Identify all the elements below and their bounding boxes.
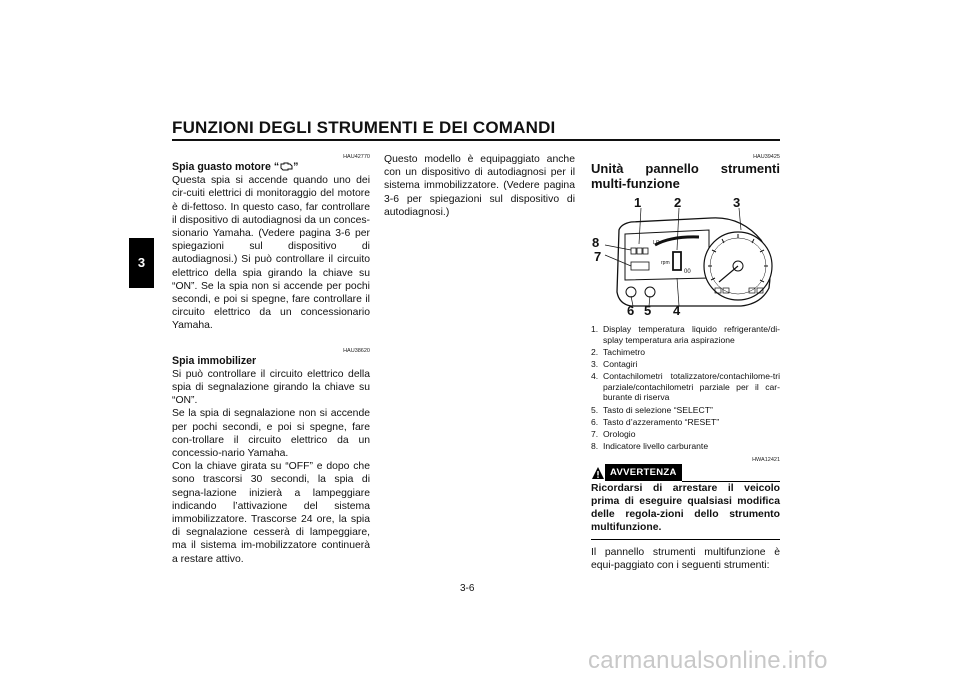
- heading-text: Spia guasto motore “: [172, 161, 280, 173]
- engine-fault-heading: [172, 161, 370, 174]
- instrument-drawing: [591, 200, 780, 318]
- callout-1: 1: [634, 195, 642, 210]
- warning-triangle-icon: [591, 466, 605, 480]
- self-diagnosis-paragraph: Questo modello è equipaggiato anche con un dispositivo di autodiagnosi per il sistema immobilizzatore. (Vedere pagina 3-6 per spiegazioni sul dispositivo di autodiagnosi.): [384, 154, 575, 218]
- callout-7: 7: [594, 249, 602, 264]
- callout-5: 5: [644, 303, 652, 318]
- warning-label: AVVERTENZA: [605, 464, 682, 481]
- middle-column: [384, 153, 575, 219]
- component-list: [591, 324, 780, 452]
- section-code: HAU42770: [343, 154, 370, 160]
- callout-4: 4: [673, 303, 681, 318]
- list-item: 5. Tasto di selezione “SELECT”: [591, 404, 713, 415]
- immobilizer-heading: Spia immobilizer: [172, 354, 257, 367]
- list-item: 8. Indicatore livello carburante: [591, 441, 709, 452]
- page-number: 3-6: [460, 583, 475, 594]
- warning-text: Ricordarsi di arrestare il veicolo prima di eseguire qualsiasi modifica delle regola-zioni dello strumento multifunzione.: [591, 482, 780, 534]
- warning-bottom-rule: [591, 539, 780, 540]
- list-item: 3. Contagiri: [591, 358, 638, 369]
- callout-2: 2: [674, 195, 682, 210]
- instrument-panel-heading: Unità pannello strumenti multi-funzione: [591, 161, 780, 191]
- lcd-rpm-label: rpm: [661, 260, 670, 266]
- watermark: carmanualsonline.info: [588, 647, 828, 674]
- list-item: 4. Contachilometri totalizzatore/contachilome-tri parziale/contachilometri parziale per il car-burante di riserva: [591, 371, 780, 403]
- engine-fault-paragraph: Questa spia si accende quando uno dei cir-cuiti elettrici di monitoraggio del motore è di-fettoso. In questo caso, far controllare il dispositivo di autodiagnosi da un conces-sionario Yamaha. (Vedere pagina 3-6 per spiegazioni sul dispositivo di autodiagnosi.) Si può controllare il circuito elettrico della spia girando la chiave su “ON”. Se la spia non si accende per pochi secondi, e poi si spegne, fare controllare il circuito elettrico da un concessionario Yamaha.: [172, 175, 370, 332]
- callout-3: 3: [733, 195, 741, 210]
- left-column: [172, 153, 370, 566]
- instrument-illustration: [591, 195, 780, 318]
- closing-paragraph: Il pannello strumenti multifunzione è equi-paggiato con i seguenti strumenti:: [591, 546, 780, 571]
- list-item: 7. Orologio: [591, 428, 636, 439]
- section-code: HAU39425: [753, 154, 780, 160]
- list-item: 1. Display temperatura liquido refrigerante/di-splay temperatura aria aspirazione: [591, 324, 780, 345]
- callout-8: 8: [592, 235, 600, 250]
- list-item: 6. Tasto d’azzeramento “RESET”: [591, 416, 720, 427]
- lcd-lo-label: LO: [653, 240, 660, 246]
- chapter-tab: 3: [129, 238, 154, 288]
- immobilizer-paragraph-2: Se la spia di segnalazione non si accende per pochi secondi, e poi si spegne, fare con-trollare il circuito elettrico da un concessio-nario Yamaha.: [172, 408, 370, 460]
- right-column: [591, 153, 780, 572]
- list-item: 2. Tachimetro: [591, 346, 646, 357]
- title-rule: [172, 139, 780, 141]
- lcd-odometer-label: 00: [684, 269, 691, 275]
- warning-header: [591, 464, 780, 482]
- engine-icon: [279, 162, 293, 171]
- immobilizer-paragraph-3: Con la chiave girata su “OFF” e dopo che sono trascorsi 30 secondi, la spia di segna-lazione inizierà a lampeggiare indicando l’attivazione del sistema immobilizzatore. Trascorse 24 ore, la spia di segnalazione cesserà di lampeggiare, ma il sistema im-mobilizzatore continuerà a restare attivo.: [172, 461, 370, 565]
- heading-text-end: ”: [293, 161, 299, 173]
- immobilizer-paragraph-1: Si può controllare il circuito elettrico della spia di segnalazione girando la chiave su “ON”.: [172, 368, 370, 407]
- section-code: HWA12421: [752, 456, 780, 463]
- page-title: FUNZIONI DEGLI STRUMENTI E DEI COMANDI: [172, 118, 556, 137]
- callout-6: 6: [627, 303, 635, 318]
- section-code: HAU38620: [343, 347, 370, 354]
